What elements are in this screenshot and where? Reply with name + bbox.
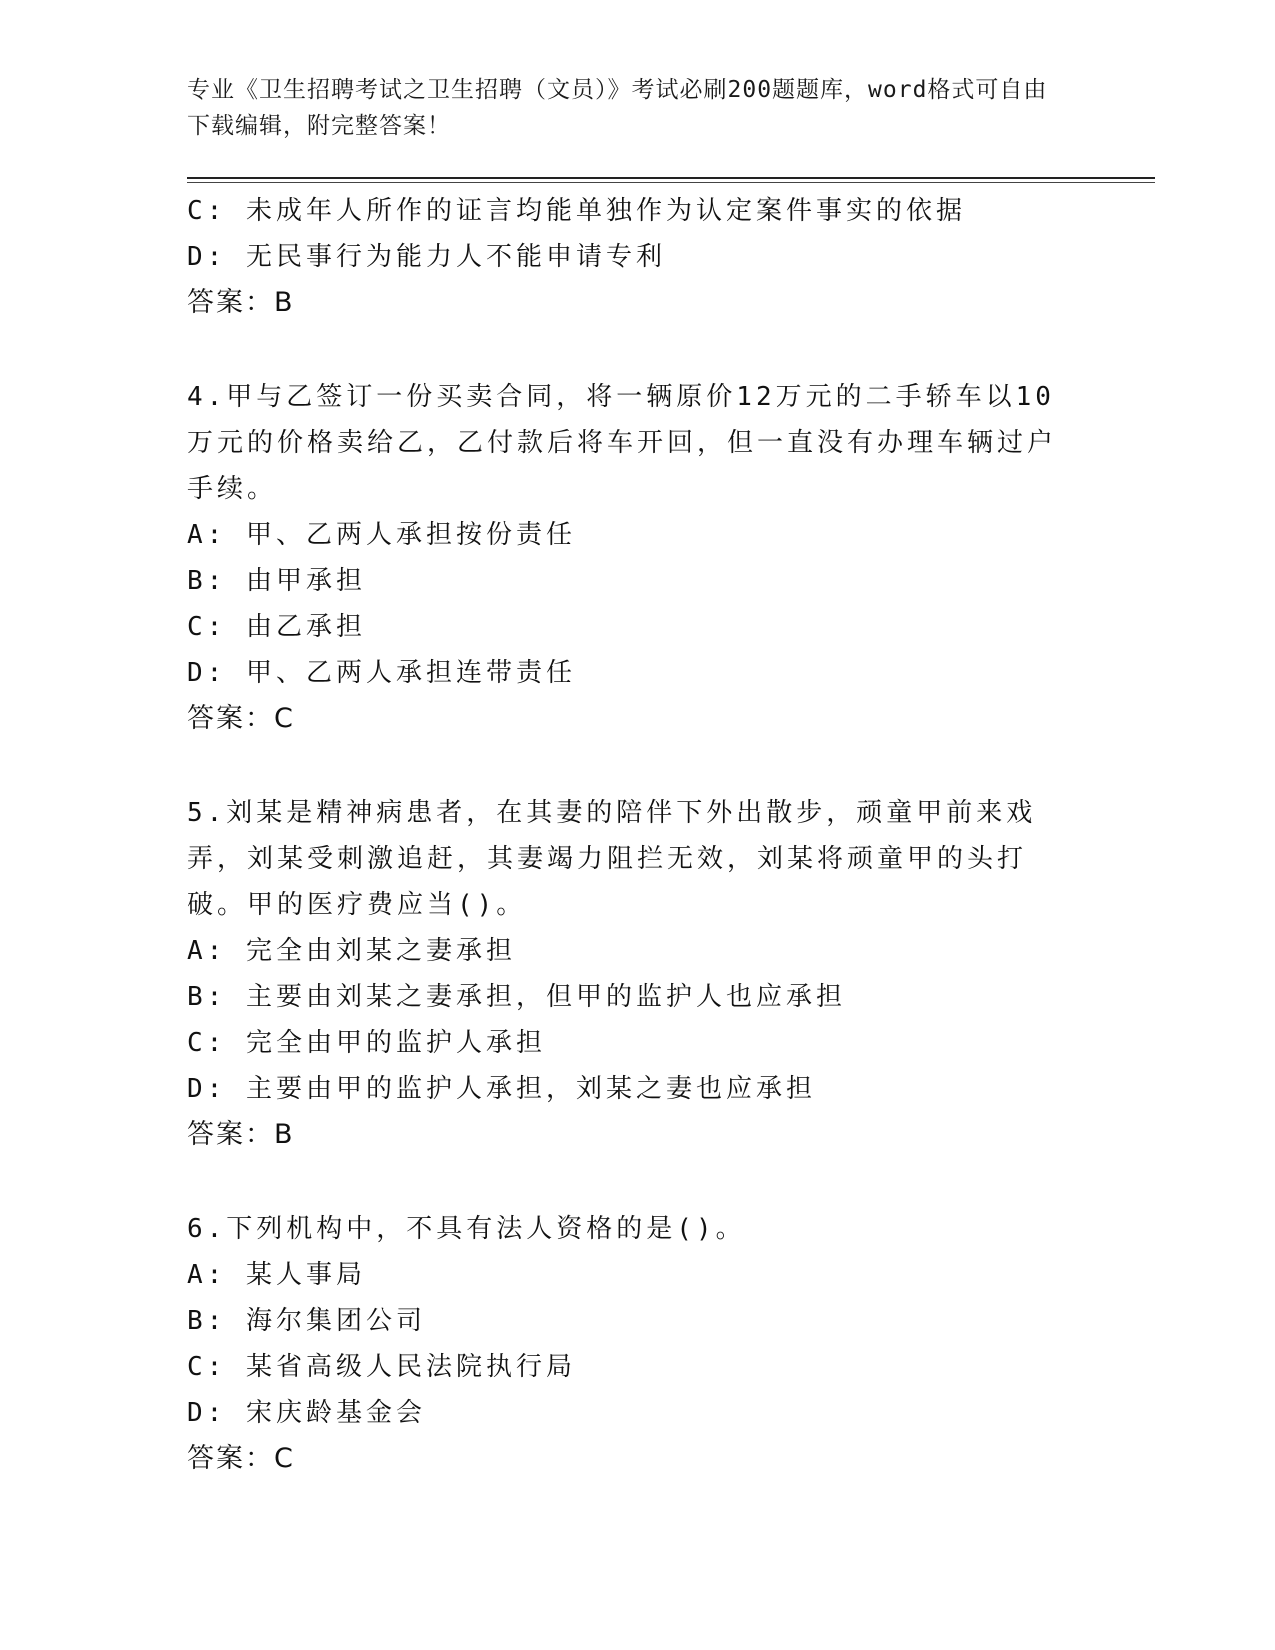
question-list [187, 188, 1087, 1482]
question-stem: 4.甲与乙签订一份买卖合同，将一辆原价12万元的二手轿车以10万元的价格卖给乙，乙付款后将车开回，但一直没有办理车辆过户手续。 [187, 382, 1058, 504]
option-text: 无民事行为能力人不能申请专利 [245, 242, 666, 272]
option-label: C: [187, 1028, 227, 1058]
option-c [187, 1344, 1087, 1390]
document-header: 专业《卫生招聘考试之卫生招聘（文员）》考试必刷200题题库，word格式可自由下载编辑，附完整答案！ [187, 77, 1048, 139]
option-text: 完全由刘某之妻承担 [245, 936, 516, 966]
question-stem: 5.刘某是精神病患者，在其妻的陪伴下外出散步，顽童甲前来戏弄，刘某受刺激追赶，其妻竭力阻拦无效，刘某将顽童甲的头打破。甲的医疗费应当()。 [187, 798, 1037, 920]
header-divider-thick [187, 177, 1155, 179]
option-text: 由甲承担 [245, 566, 366, 596]
option-c [187, 604, 1087, 650]
option-c [187, 1020, 1087, 1066]
question-4 [187, 374, 1087, 742]
question-stem: 6.下列机构中，不具有法人资格的是()。 [187, 1214, 746, 1244]
question-3-continued [187, 188, 1087, 326]
answer-line: 答案：B [187, 287, 295, 318]
option-label: B: [187, 982, 227, 1012]
option-text: 宋庆龄基金会 [245, 1398, 426, 1428]
option-label: D: [187, 658, 227, 688]
option-label: A: [187, 1260, 227, 1290]
option-a [187, 1252, 1087, 1298]
option-a [187, 928, 1087, 974]
option-d [187, 234, 1087, 280]
question-6 [187, 1206, 1087, 1482]
answer-line: 答案：C [187, 703, 295, 734]
option-text: 某人事局 [245, 1260, 366, 1290]
option-label: D: [187, 1398, 227, 1428]
option-a [187, 512, 1087, 558]
option-label: B: [187, 566, 227, 596]
option-text: 由乙承担 [245, 612, 366, 642]
option-text: 甲、乙两人承担连带责任 [245, 658, 576, 688]
option-c [187, 188, 1087, 234]
option-text: 未成年人所作的证言均能单独作为认定案件事实的依据 [245, 196, 966, 226]
option-label: C: [187, 612, 227, 642]
option-label: C: [187, 1352, 227, 1382]
option-d [187, 1066, 1087, 1112]
option-label: D: [187, 1074, 227, 1104]
option-text: 完全由甲的监护人承担 [245, 1028, 546, 1058]
option-label: B: [187, 1306, 227, 1336]
answer-line: 答案：C [187, 1443, 295, 1474]
option-b [187, 974, 1087, 1020]
option-text: 主要由甲的监护人承担，刘某之妻也应承担 [245, 1074, 816, 1104]
question-5 [187, 790, 1087, 1158]
option-b [187, 558, 1087, 604]
option-d [187, 1390, 1087, 1436]
answer-line: 答案：B [187, 1119, 295, 1150]
option-d [187, 650, 1087, 696]
option-label: C: [187, 196, 227, 226]
option-b [187, 1298, 1087, 1344]
option-label: D: [187, 242, 227, 272]
option-text: 主要由刘某之妻承担，但甲的监护人也应承担 [245, 982, 846, 1012]
option-label: A: [187, 520, 227, 550]
option-text: 甲、乙两人承担按份责任 [245, 520, 576, 550]
option-text: 海尔集团公司 [245, 1306, 426, 1336]
header-divider-thin [187, 182, 1155, 183]
option-text: 某省高级人民法院执行局 [245, 1352, 576, 1382]
option-label: A: [187, 936, 227, 966]
